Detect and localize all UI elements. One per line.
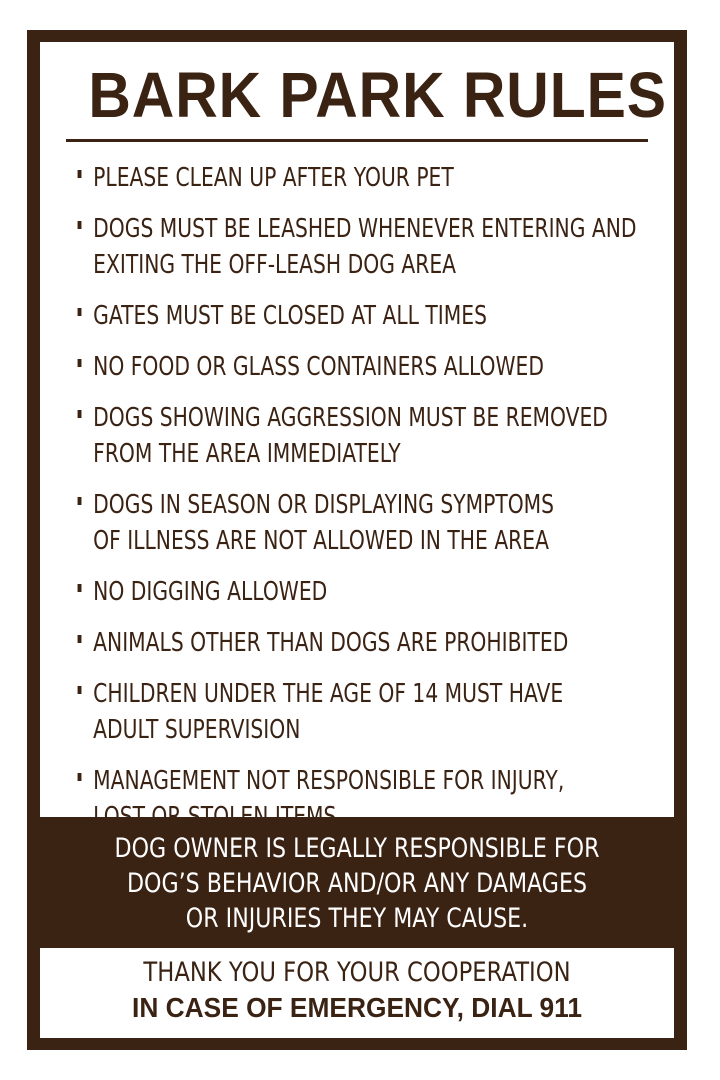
rule-text: DOGS MUST BE LEASHED WHENEVER ENTERING AND EXITING THE OFF-LEASH DOG AREA xyxy=(93,214,637,280)
park-rules-sign xyxy=(27,30,687,1050)
bullet-icon xyxy=(78,170,82,178)
rule-text: ANIMALS OTHER THAN DOGS ARE PROHIBITED xyxy=(93,628,569,658)
rule-text: DOGS IN SEASON OR DISPLAYING SYMPTOMS OF ILLNESS ARE NOT ALLOWED IN THE AREA xyxy=(93,490,555,556)
footer-panel xyxy=(40,948,674,1038)
rule-text: GATES MUST BE CLOSED AT ALL TIMES xyxy=(93,301,487,331)
rules-list xyxy=(76,160,656,850)
rule-item xyxy=(76,160,670,196)
liability-notice-text: DOG OWNER IS LEGALLY RESPONSIBLE FOR DOG’S BEHAVIOR AND/OR ANY DAMAGES OR INJURIES THEY MAY CAUSE. xyxy=(114,833,600,934)
rule-text: CHILDREN UNDER THE AGE OF 14 MUST HAVE ADULT SUPERVISION xyxy=(93,679,564,745)
sign-title: BARK PARK RULES xyxy=(88,59,667,131)
bullet-icon xyxy=(78,635,82,643)
bullet-icon xyxy=(78,584,82,592)
rule-text: MANAGEMENT NOT RESPONSIBLE FOR INJURY, LOST OR STOLEN ITEMS xyxy=(93,766,565,832)
bullet-icon xyxy=(78,359,82,367)
rule-item xyxy=(76,676,670,748)
rule-item xyxy=(76,487,670,559)
rule-item xyxy=(76,574,670,610)
rule-item xyxy=(76,763,670,835)
emergency-text: IN CASE OF EMERGENCY, DIAL 911 xyxy=(132,992,582,1023)
rule-text: PLEASE CLEAN UP AFTER YOUR PET xyxy=(93,163,454,193)
rule-item xyxy=(76,349,670,385)
liability-notice xyxy=(27,829,687,939)
rule-text: NO FOOD OR GLASS CONTAINERS ALLOWED xyxy=(93,352,544,382)
bullet-icon xyxy=(78,497,82,505)
thank-you-text: THANK YOU FOR YOUR COOPERATION xyxy=(143,957,571,988)
rule-item xyxy=(76,400,670,472)
rule-item xyxy=(76,298,670,334)
bullet-icon xyxy=(78,308,82,316)
rules-panel xyxy=(40,42,674,832)
bullet-icon xyxy=(78,686,82,694)
bullet-icon xyxy=(78,221,82,229)
rule-item xyxy=(76,211,670,283)
bullet-icon xyxy=(78,773,82,781)
bullet-icon xyxy=(78,410,82,418)
rule-item xyxy=(76,625,670,661)
title-underline xyxy=(66,139,648,142)
rule-text: NO DIGGING ALLOWED xyxy=(93,577,328,607)
rule-text: DOGS SHOWING AGGRESSION MUST BE REMOVED FROM THE AREA IMMEDIATELY xyxy=(93,403,608,469)
